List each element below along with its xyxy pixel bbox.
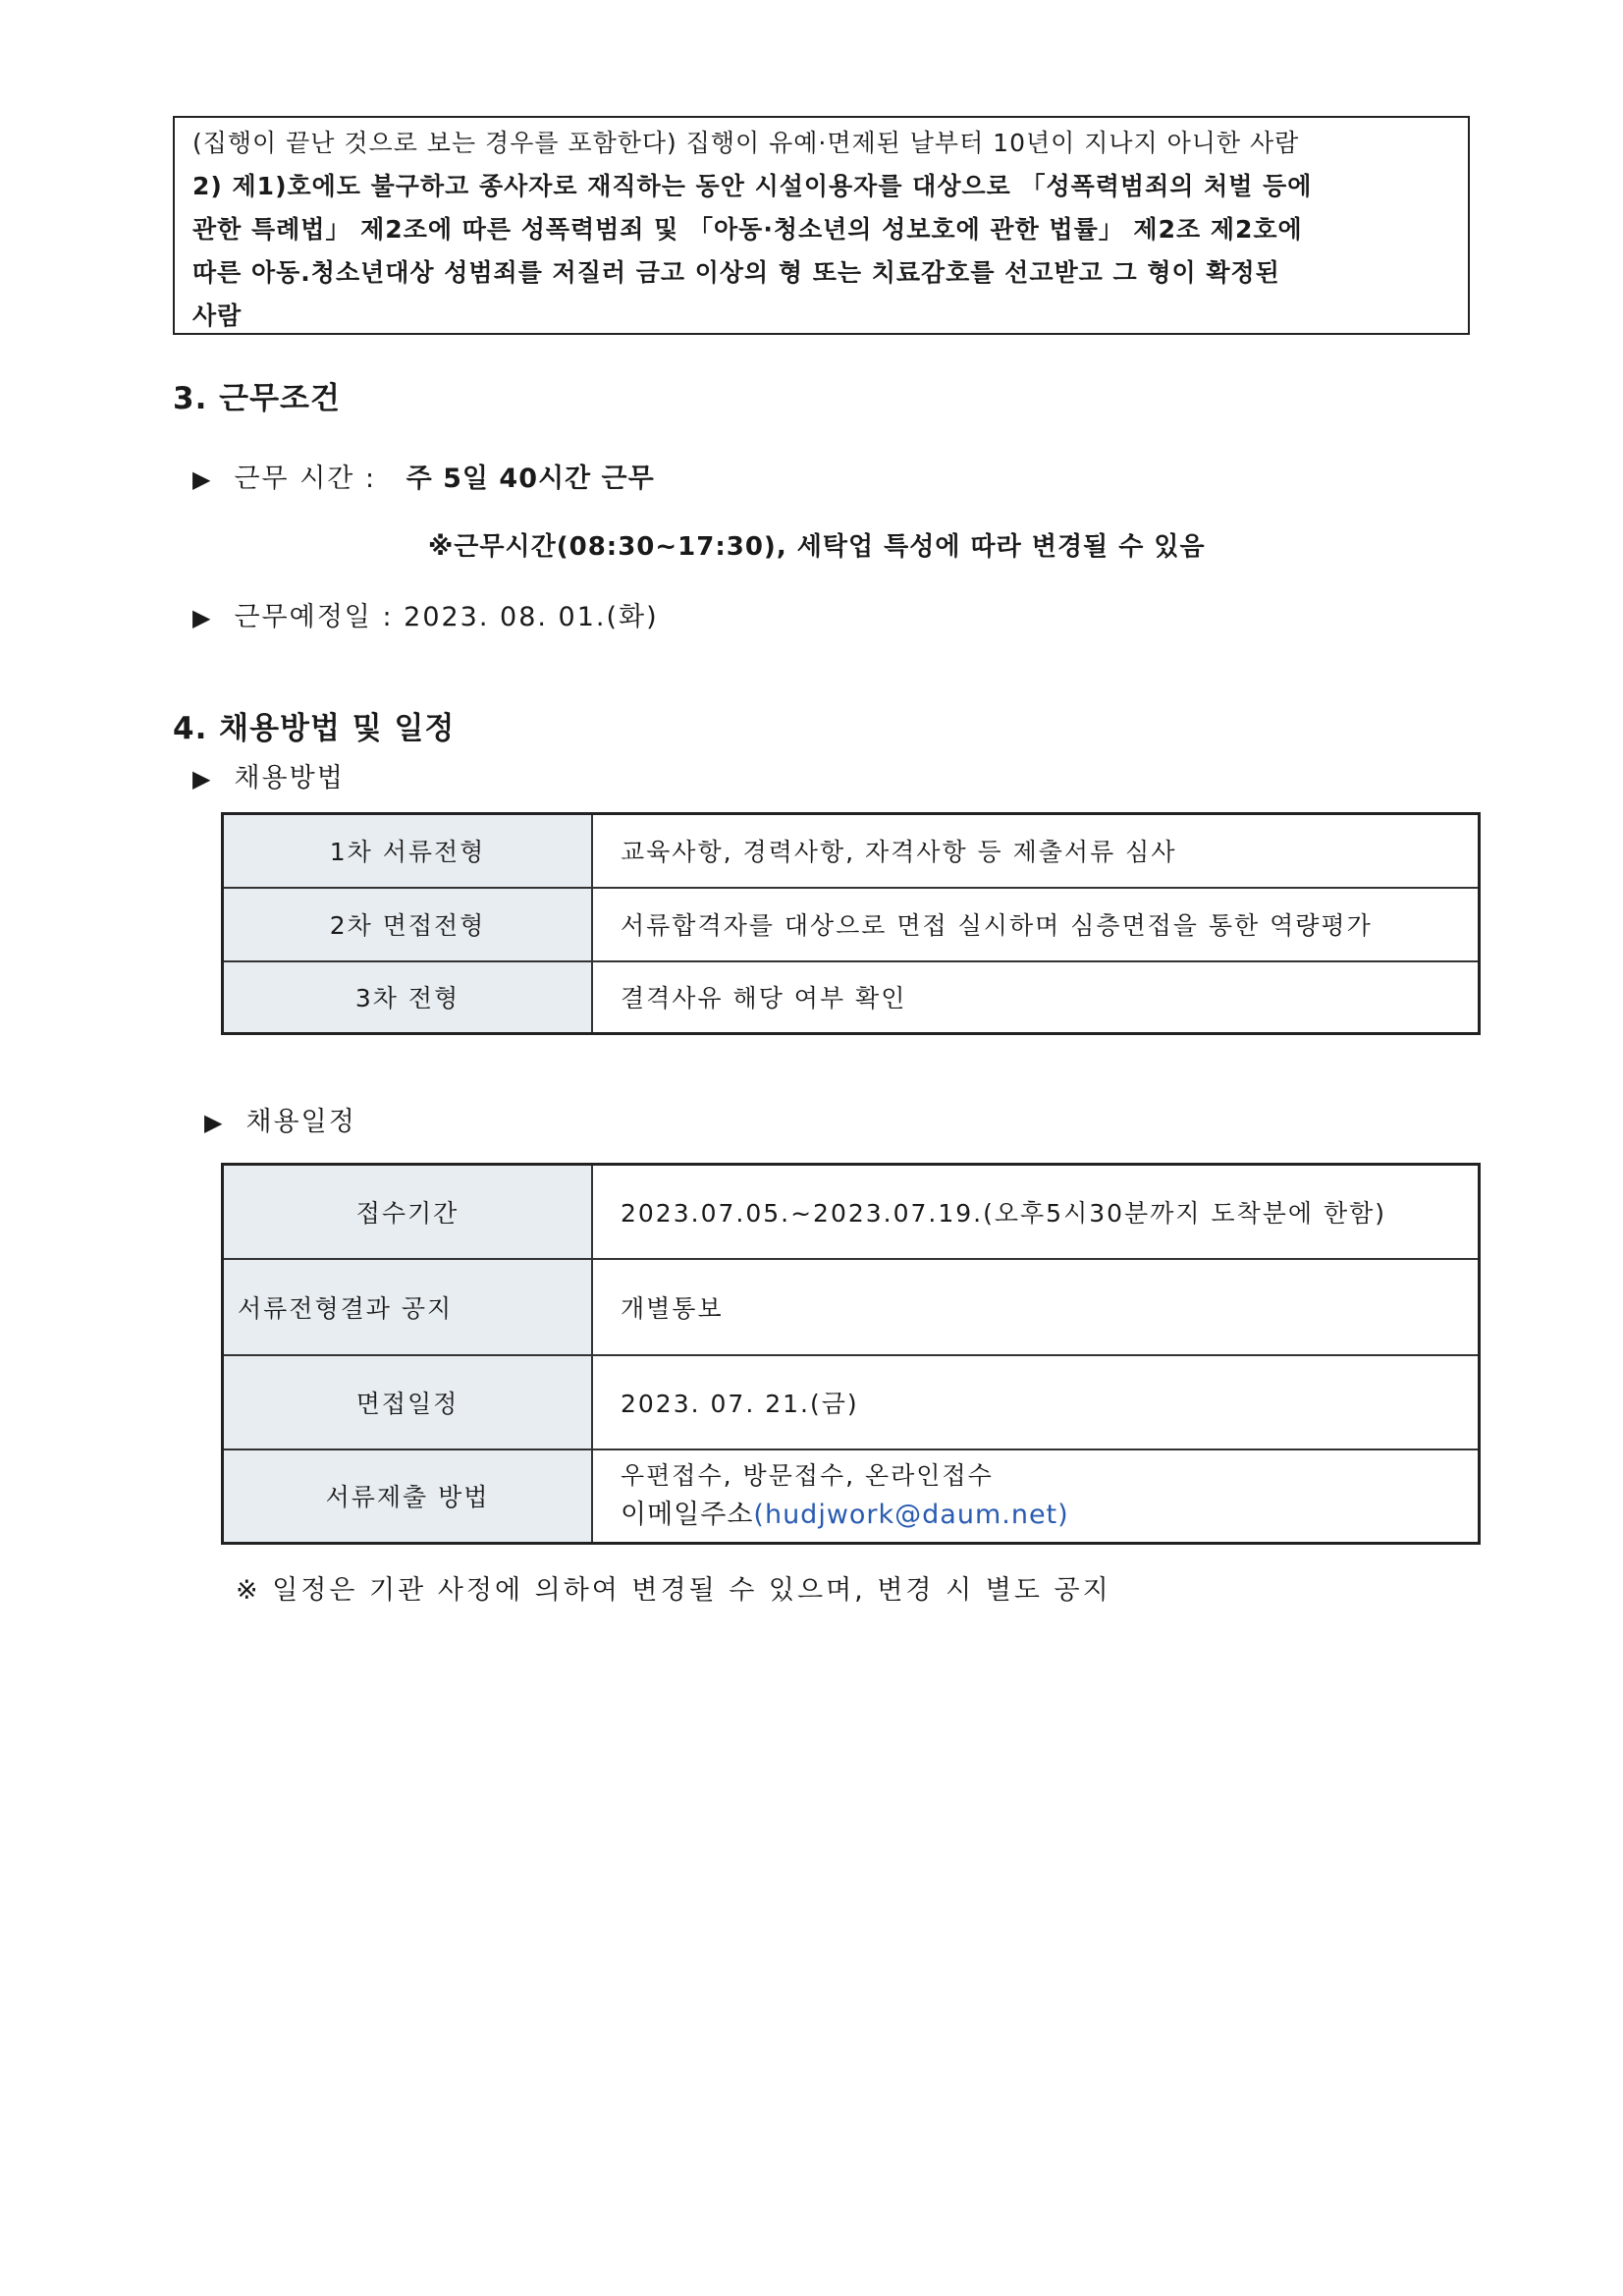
method-heading: 채용방법 [234,763,345,793]
method-heading-row [192,756,345,794]
box-line-4: 따른 아동.청소년대상 성범죄를 저질러 금고 이상의 형 또는 치료감호를 선고받고 그 형이 확정된 [192,258,1280,287]
schedule-heading-row [204,1100,356,1138]
method-value: 결격사유 해당 여부 확인 [592,961,1480,1034]
work-hours-row [192,457,655,495]
method-label: 2차 면접전형 [223,888,593,961]
table-row [223,814,1480,888]
method-value: 서류합격자를 대상으로 면접 실시하며 심층면접을 통한 역량평가 [592,888,1480,961]
schedule-label: 접수기간 [223,1165,593,1259]
schedule-value: 2023. 07. 21.(금) [592,1355,1480,1449]
schedule-value: 2023.07.05.~2023.07.19.(오후5시30분까지 도착분에 한함) [592,1165,1480,1259]
work-hours-label: 근무 시간 : [234,464,377,494]
schedule-table [221,1163,1481,1545]
start-date-row [192,595,659,633]
schedule-value-cell [592,1449,1480,1544]
method-table [221,812,1481,1035]
email-prefix: 이메일주소 [621,1500,754,1531]
box-line-5: 사람 [192,301,243,330]
triangle-right-icon: ▶ [204,1109,225,1136]
method-label: 1차 서류전형 [223,814,593,888]
table-row [223,1259,1480,1355]
table-row [223,1355,1480,1449]
submission-methods: 우편접수, 방문접수, 온라인접수 [621,1461,994,1491]
box-line-1: (집행이 끝난 것으로 보는 경우를 포함한다) 집행이 유예·면제된 날부터 10년이 지나지 아니한 사람 [192,129,1300,157]
section-4-title: 4. 채용방법 및 일정 [173,711,456,746]
triangle-right-icon: ▶ [192,765,213,793]
box-line-3: 관한 특례법」 제2조에 따른 성폭력범죄 및 「아동·청소년의 성보호에 관한 법률」 제2조 제2호에 [192,215,1303,244]
triangle-right-icon: ▶ [192,465,213,493]
method-value: 교육사항, 경력사항, 자격사항 등 제출서류 심사 [592,814,1480,888]
table-row [223,888,1480,961]
schedule-label: 면접일정 [223,1355,593,1449]
table-row [223,1449,1480,1544]
method-label: 3차 전형 [223,961,593,1034]
table-row [223,961,1480,1034]
section-3-title: 3. 근무조건 [173,381,341,416]
email-line [621,1496,1478,1535]
schedule-value: 개별통보 [592,1259,1480,1355]
schedule-heading: 채용일정 [245,1107,356,1137]
schedule-label: 서류전형결과 공지 [223,1259,593,1355]
box-line-2: 2) 제1)호에도 불구하고 종사자로 재직하는 동안 시설이용자를 대상으로 「성폭력범죄의 처벌 등에 [192,172,1313,200]
start-date: 근무예정일 : 2023. 08. 01.(화) [234,602,659,632]
work-hours-note: ※근무시간(08:30~17:30), 세탁업 특성에 따라 변경될 수 있음 [428,532,1206,562]
table-row [223,1165,1480,1259]
work-hours-value: 주 5일 40시간 근무 [406,464,655,494]
schedule-footnote: ※ 일정은 기관 사정에 의하여 변경될 수 있으며, 변경 시 별도 공지 [236,1575,1111,1606]
schedule-label: 서류제출 방법 [223,1449,593,1544]
triangle-right-icon: ▶ [192,604,213,631]
eligibility-box [173,116,1470,335]
email-link[interactable]: (hudjwork@daum.net) [753,1500,1069,1531]
